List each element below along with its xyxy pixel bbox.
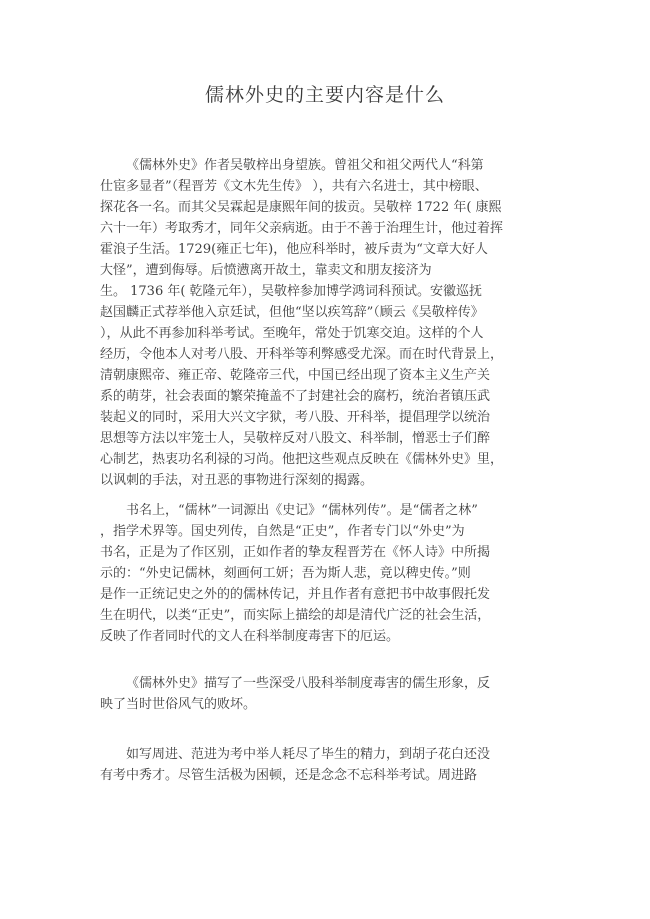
text-line: 仕宦多显者”（程晋芳《文木先生传》 ），共有六名进士，其中榜眼、 <box>100 179 488 194</box>
text-line: 六十一年）考取秀才，同年父亲病逝。由于不善于治理生计，他过着挥 <box>100 221 504 236</box>
paragraph-2 <box>100 500 532 657</box>
text-line: 《儒林外史》作者吴敬梓出身望族。曾祖父和祖父两代人“科第 <box>126 158 484 173</box>
text-line: 装起义的同时，采用大兴文字狱，考八股、开科举，提倡理学以统治 <box>100 410 491 425</box>
text-line: 生在明代，以类“正史”，而实际上描绘的却是清代广泛的社会生活， <box>100 608 491 623</box>
text-line: 大怪”，遭到侮辱。后愤懑离开故土，靠卖文和朋友接济为 <box>100 263 432 278</box>
text-line: 探花各一名。而其父吴霖起是康熙年间的拔贡。吴敬梓 1722 年( 康熙 <box>100 200 502 215</box>
text-line: 霍浪子生活。1729(雍正七年)，他应科举时，被斥责为“文章大好人 <box>100 242 488 257</box>
paragraph-4 <box>100 744 532 796</box>
text-line: 反映了作者同时代的文人在科举制度毒害下的厄运。 <box>100 629 400 644</box>
text-line: ，指学术界等。国史列传，自然是“正史”，作者专门以“外史”为 <box>100 524 465 539</box>
paragraph-text <box>100 744 532 786</box>
paragraph-text <box>100 155 532 491</box>
paragraph-text <box>100 500 532 647</box>
text-line: 思想等方法以牢笼士人，吴敬梓反对八股文、科举制，憎恶士子们醉 <box>100 431 491 446</box>
text-line: 书名上，“儒林”一词源出《史记》“儒林列传”。是“儒者之林” <box>126 503 478 518</box>
text-line: ），从此不再参加科举考试。至晚年，常处于饥寒交迫。这样的个人 <box>100 326 484 341</box>
paragraph-3 <box>100 673 532 725</box>
text-line: 清朝康熙帝、雍正帝、乾隆帝三代，中国已经出现了资本主义生产关 <box>100 368 491 383</box>
text-line: 以讽刺的手法，对丑恶的事物进行深刻的揭露。 <box>100 473 374 488</box>
text-line: 经历，令他本人对考八股、开科举等利弊感受尤深。而在时代背景上， <box>100 347 504 362</box>
paragraph-text <box>100 673 532 715</box>
text-line: 心制艺，热衷功名利禄的习尚。他把这些观点反映在《儒林外史》里， <box>100 452 504 467</box>
document-title: 儒林外史的主要内容是什么 <box>204 84 445 106</box>
text-line: 书名，正是为了作区别，正如作者的挚友程晋芳在《怀人诗》中所揭 <box>100 545 491 560</box>
text-line: 映了当时世俗风气的败坏。 <box>100 697 257 712</box>
text-line: 赵国麟正式荐举他入京廷试，但他“坚以疾笃辞”（顾云《吴敬梓传》 <box>100 305 484 320</box>
text-line: 系的萌芽，社会表面的繁荣掩盖不了封建社会的腐朽，统治者镇压武 <box>100 389 491 404</box>
text-line: 是作一正统记史之外的的儒林传记，并且作者有意把书中故事假托发 <box>100 587 491 602</box>
text-line: 如写周进、范进为考中举人耗尽了毕生的精力，到胡子花白还没 <box>126 747 491 762</box>
text-line: 示的：“外史记儒林，刻画何工妍；吾为斯人悲，竟以稗史传。”则 <box>100 566 471 581</box>
text-line: 有考中秀才。尽管生活极为困顿，还是念念不忘科举考试。周进路 <box>100 768 478 783</box>
text-line: 《儒林外史》描写了一些深受八股科举制度毒害的儒生形象，反 <box>126 676 491 691</box>
text-line: 生。 1736 年( 乾隆元年），吴敬梓参加博学鸿词科预试。安徽巡抚 <box>100 284 483 299</box>
paragraph-1 <box>100 155 532 501</box>
